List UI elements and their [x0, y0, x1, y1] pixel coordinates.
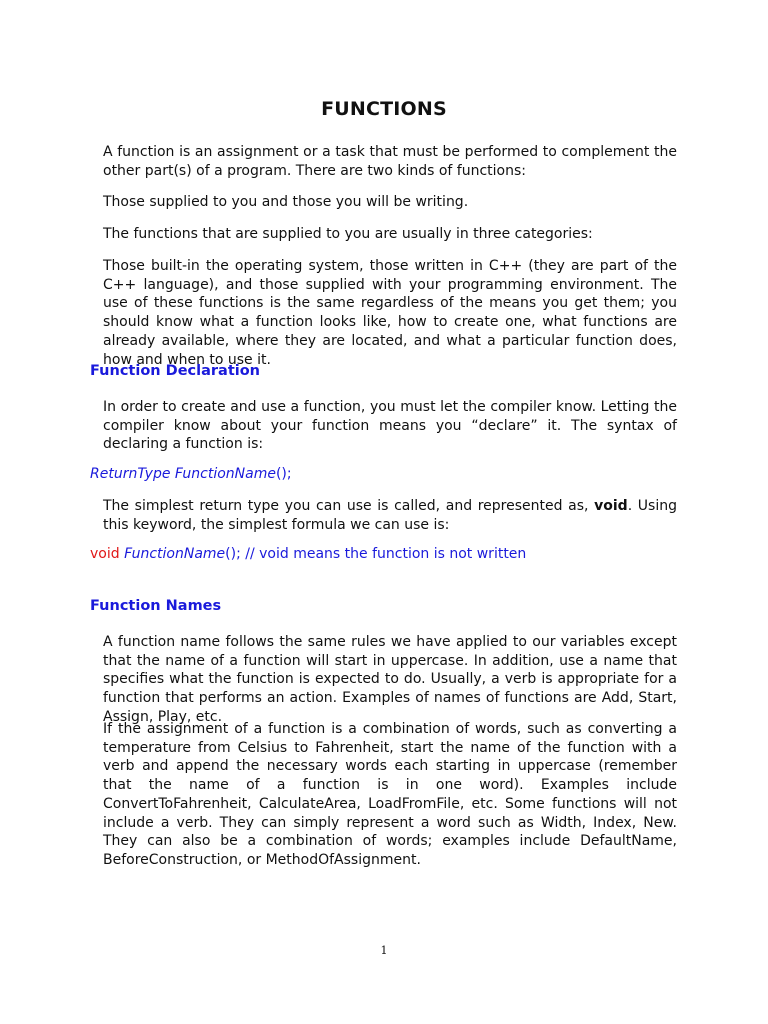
names-paragraph-2: If the assignment of a function is a combination of words, such as converting a temperature from Celsius to Fahrenheit, start the name of the function with a verb and append the necessary words each starting in uppercase (remember that the name of a function is in one word). Examples include ConvertToFahrenheit, CalculateArea, LoadFromFile, etc. Some functions will not include a verb. They can simply represent a word such as Width, Index, New. They can also be a combination of words; examples include DefaultName, BeforeConstruction, or MethodOfAssignment. — [103, 721, 677, 868]
void-keyword-bold: void — [594, 498, 628, 514]
intro-paragraph-3: The functions that are supplied to you are usually in three categories: — [103, 226, 593, 242]
void-code-example — [90, 546, 526, 562]
void-intro-text: The simplest return type you can use is called, and represented as, — [103, 498, 595, 514]
declaration-paragraph-2 — [103, 497, 677, 534]
syntax-end: (); — [275, 466, 292, 482]
intro-paragraph-2: Those supplied to you and those you will be writing. — [103, 194, 469, 210]
void-outro-text: . Using this keyword, the simplest formula we can use is: — [103, 498, 677, 533]
syntax-example — [90, 466, 292, 482]
code-function-name: FunctionName — [124, 546, 226, 562]
intro-paragraph-1: A function is an assignment or a task that must be performed to complement the other part(s) of a program. There are two kinds of functions: — [103, 144, 677, 179]
code-void-keyword: void — [90, 546, 120, 562]
intro-paragraph-4: Those built-in the operating system, those written in C++ (they are part of the C++ language), and those supplied with your programming environment. The use of these functions is the same regardless of the means you get them; you should know what a function looks like, how to create one, what functions are already available, where they are located, and what a particular function does, how and when to use it. — [103, 258, 677, 368]
section-heading-names: Function Names — [90, 598, 222, 614]
names-paragraph-1: A function name follows the same rules we have applied to our variables except that the name of a function will start in uppercase. In addition, use a name that specifies what the function is expected to do. Usually, a verb is appropriate for a function that performs an action. Examples of names of functions are Add, Start, Assign, Play, etc. — [103, 634, 677, 725]
page-number: 1 — [380, 944, 388, 957]
syntax-return-type: ReturnType — [90, 466, 171, 482]
page-title: FUNCTIONS — [321, 98, 447, 120]
syntax-function-name: FunctionName — [174, 466, 276, 482]
section-heading-declaration: Function Declaration — [90, 363, 260, 379]
declaration-paragraph-1: In order to create and use a function, you must let the compiler know. Letting the compiler know about your function means you “declare” it. The syntax of declaring a function is: — [103, 399, 677, 453]
code-comment: (); // void means the function is not written — [225, 546, 527, 562]
